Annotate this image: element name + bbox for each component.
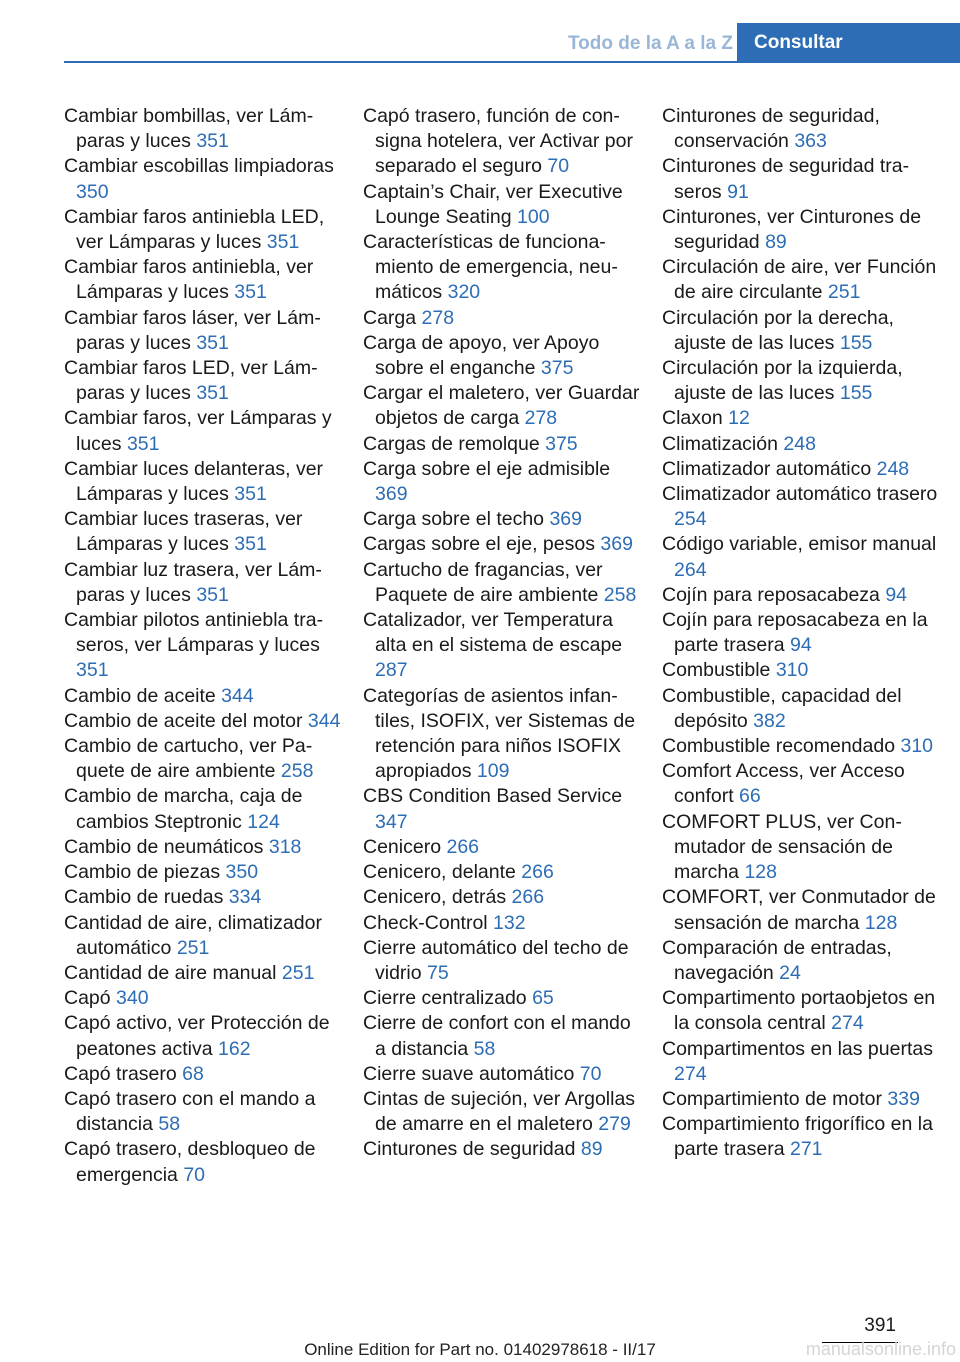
- index-entry-text: Cambio de aceite: [64, 684, 222, 707]
- index-page-link[interactable]: 347: [375, 810, 408, 833]
- index-page-link[interactable]: 109: [476, 760, 510, 783]
- index-entry-text: Combustible, capacidad del depósito: [662, 684, 902, 732]
- index-page-link[interactable]: 124: [247, 810, 280, 833]
- index-entry: [662, 734, 942, 759]
- index-entry: [662, 759, 942, 809]
- index-entry: [64, 558, 344, 608]
- index-entry-text: Cantidad de aire, climatizador automático: [64, 911, 322, 959]
- index-page-link[interactable]: 278: [524, 407, 558, 430]
- index-page-link[interactable]: 274: [831, 1012, 864, 1035]
- index-entry: [363, 558, 643, 608]
- index-entry-text: Cinturones de seguridad: [363, 1138, 581, 1161]
- index-entry: [64, 684, 344, 709]
- index-entry: [363, 784, 643, 834]
- index-column-2: [363, 104, 643, 1163]
- index-entry: [363, 331, 643, 381]
- index-page-link[interactable]: 251: [176, 936, 210, 959]
- index-entry: [64, 961, 344, 986]
- index-page-link[interactable]: 351: [266, 231, 300, 254]
- index-entry-text: Captain’s Chair, ver Executive Lounge Seating: [363, 180, 623, 228]
- index-page-link[interactable]: 350: [76, 180, 109, 203]
- index-page-link[interactable]: 251: [827, 281, 861, 304]
- index-page-link[interactable]: 351: [196, 583, 229, 606]
- index-entry-text: COMFORT PLUS, ver Conmutador de sensación de marcha: [662, 810, 902, 884]
- index-page-link[interactable]: 339: [887, 1087, 920, 1110]
- index-page-link[interactable]: 89: [580, 1138, 603, 1161]
- index-page-link[interactable]: 128: [744, 861, 777, 884]
- index-page-link[interactable]: 12: [728, 407, 750, 430]
- index-page-link[interactable]: 351: [196, 130, 229, 153]
- index-entry-text: Cargar el maletero, ver Guardar objetos de carga: [363, 382, 640, 430]
- index-entry: [363, 986, 643, 1011]
- index-page-link[interactable]: 264: [674, 558, 707, 581]
- index-entry: [363, 1137, 643, 1162]
- index-entry-text: Características de funcionamiento de emergencia, neumáticos: [363, 231, 618, 304]
- index-entry: [662, 608, 942, 658]
- index-entry-text: Comparación de entradas, navegación: [662, 936, 892, 984]
- index-entry: [64, 986, 344, 1011]
- index-entry-text: Cambio de neumáticos: [64, 835, 269, 858]
- index-entry: [662, 936, 942, 986]
- index-page-link[interactable]: 266: [521, 861, 554, 884]
- index-entry-text: Cambiar faros antiniebla LED, ver Lámparas y luces: [64, 205, 325, 254]
- index-entry: [64, 507, 344, 557]
- index-entry: [662, 482, 942, 532]
- index-entry: [363, 507, 643, 532]
- index-page-link[interactable]: 94: [885, 583, 908, 606]
- index-page-link[interactable]: 363: [794, 130, 827, 153]
- index-entry: [64, 457, 344, 507]
- index-entry: [662, 583, 942, 608]
- index-entry: [363, 1011, 643, 1061]
- index-entry: [64, 1011, 344, 1061]
- index-entry: [662, 432, 942, 457]
- index-entry: [662, 684, 942, 734]
- index-entry: [662, 810, 942, 886]
- index-entry-text: Capó trasero, función de consigna hotelera, ver Activar por separado el seguro: [363, 105, 633, 178]
- index-entry-text: Circulación por la derecha, ajuste de las luces: [662, 306, 894, 354]
- index-entry-text: Cenicero: [363, 835, 447, 858]
- index-entry: [363, 432, 643, 457]
- index-page-link[interactable]: 258: [603, 583, 637, 606]
- index-page-link[interactable]: 351: [76, 659, 109, 682]
- index-entry: [662, 658, 942, 683]
- index-entry-text: Circulación de aire, ver Función de aire circulante: [662, 256, 937, 304]
- index-page-link[interactable]: 70: [547, 155, 570, 178]
- index-entry-text: Cambiar pilotos antiniebla traseros, ver Lámparas y luces: [64, 609, 324, 657]
- index-page-link[interactable]: 320: [447, 281, 481, 304]
- index-page-link[interactable]: 254: [674, 508, 707, 531]
- index-entry-text: Cambiar faros, ver Lámparas y luces: [64, 407, 332, 455]
- index-page-link[interactable]: 334: [228, 886, 262, 909]
- index-entry: [64, 709, 344, 734]
- index-page-link[interactable]: 369: [600, 533, 633, 556]
- index-page-link[interactable]: 278: [421, 306, 455, 329]
- index-entry: [64, 1087, 344, 1137]
- index-entry: [64, 860, 344, 885]
- index-entry: [662, 457, 942, 482]
- index-page-link[interactable]: 70: [579, 1062, 602, 1085]
- index-entry-text: Capó trasero: [64, 1062, 183, 1085]
- index-entry-text: Combustible recomendado: [662, 735, 901, 758]
- index-entry-text: Cambiar luces delanteras, ver Lámparas y luces: [64, 457, 324, 506]
- index-page-link[interactable]: 24: [779, 961, 801, 984]
- index-page-link[interactable]: 369: [375, 483, 408, 506]
- index-entry-text: Cambiar faros antiniebla, ver Lámparas y luces: [64, 256, 314, 304]
- index-entry-text: Climatización: [662, 432, 784, 455]
- index-entry-text: COMFORT, ver Conmutador de sensación de marcha: [662, 886, 936, 934]
- index-entry: [363, 684, 643, 785]
- header-divider: [64, 61, 960, 63]
- index-page-link[interactable]: 344: [221, 684, 254, 707]
- index-page-link[interactable]: 375: [540, 357, 574, 380]
- index-entry-text: Cargas de remolque: [363, 432, 546, 455]
- index-page-link[interactable]: 351: [126, 432, 160, 455]
- index-entry: [64, 885, 344, 910]
- index-page-link[interactable]: 70: [183, 1163, 206, 1186]
- index-entry-text: Cierre centralizado: [363, 987, 533, 1010]
- index-entry-text: Comfort Access, ver Acceso confort: [662, 760, 905, 808]
- index-entry-text: Cenicero, detrás: [363, 886, 512, 909]
- index-entry-text: Cambio de ruedas: [64, 886, 229, 909]
- index-page-link[interactable]: 350: [225, 861, 259, 884]
- index-entry-text: Combustible: [662, 659, 776, 682]
- index-entry-text: Capó trasero con el mando a distancia: [64, 1087, 316, 1136]
- index-page-link[interactable]: 279: [598, 1113, 631, 1136]
- index-page-link[interactable]: 65: [532, 987, 554, 1010]
- index-page-link[interactable]: 318: [268, 835, 302, 858]
- index-page-link[interactable]: 155: [839, 331, 873, 354]
- index-entry-text: Compartimentos en las puertas: [662, 1037, 933, 1060]
- index-entry-text: Circulación por la izquierda, ajuste de las luces: [662, 357, 903, 405]
- index-page-link[interactable]: 369: [549, 508, 582, 531]
- index-entry-text: Cambiar luz trasera, ver Lámparas y luces: [64, 558, 322, 606]
- index-entry: [64, 306, 344, 356]
- index-page-link[interactable]: 248: [876, 457, 910, 480]
- index-entry: [64, 255, 344, 305]
- index-entry: [64, 784, 344, 834]
- index-entry: [363, 1087, 643, 1137]
- index-entry-text: Climatizador automático trasero: [662, 483, 938, 506]
- index-page-link[interactable]: 89: [765, 231, 787, 254]
- index-entry-text: Cambiar escobillas limpiadoras: [64, 155, 334, 178]
- index-entry-text: Compartimento portaobjetos en la consola central: [662, 987, 936, 1035]
- index-entry-text: CBS Condition Based Service: [363, 785, 623, 808]
- index-entry-text: Climatizador automático: [662, 457, 877, 480]
- index-entry-text: Código variable, emisor manual: [662, 533, 937, 556]
- index-page-link[interactable]: 344: [307, 709, 341, 732]
- index-entry: [64, 835, 344, 860]
- index-entry: [363, 230, 643, 306]
- index-page-link[interactable]: 58: [158, 1113, 181, 1136]
- index-page-link[interactable]: 251: [281, 961, 315, 984]
- edition-footer: Online Edition for Part no. 01402978618 - II/17: [304, 1340, 656, 1359]
- index-entry-text: Cinturones, ver Cinturones de seguridad: [662, 205, 922, 254]
- index-entry-text: Capó: [64, 987, 117, 1010]
- index-page-link[interactable]: 351: [234, 533, 267, 556]
- index-page-link[interactable]: 351: [196, 382, 229, 405]
- index-entry-text: Categorías de asientos infantiles, ISOFIX, ver Sistemas de retención para niños ISOFIX apropiados: [363, 684, 636, 783]
- index-page-link[interactable]: 66: [739, 785, 761, 808]
- index-entry: [64, 734, 344, 784]
- watermark-text: manualsonline.info: [805, 1339, 956, 1359]
- index-entry: [662, 154, 942, 204]
- index-page-link[interactable]: 266: [511, 886, 545, 909]
- index-entry-text: Cierre suave automático: [363, 1062, 580, 1085]
- index-entry: [64, 406, 344, 456]
- index-entry: [662, 306, 942, 356]
- index-page-link[interactable]: 274: [674, 1062, 707, 1085]
- index-entry: [662, 986, 942, 1036]
- index-entry: [64, 104, 344, 154]
- index-page-link[interactable]: 382: [753, 709, 786, 732]
- index-entry: [64, 205, 344, 255]
- index-entry-text: Capó trasero, desbloqueo de emergencia: [64, 1138, 316, 1186]
- index-entry-text: Cantidad de aire manual: [64, 961, 282, 984]
- index-entry: [662, 1087, 942, 1112]
- index-entry-text: Compartimiento frigorífico en la parte trasera: [662, 1113, 933, 1161]
- index-page-link[interactable]: 91: [727, 180, 749, 203]
- index-entry-text: Carga sobre el eje admisible: [363, 457, 611, 480]
- index-entry: [64, 1062, 344, 1087]
- index-entry-text: Compartimiento de motor: [662, 1087, 888, 1110]
- index-column-1: [64, 104, 344, 1188]
- index-entry: [662, 1037, 942, 1087]
- index-entry-text: Claxon: [662, 407, 729, 430]
- index-page-link[interactable]: 155: [839, 382, 873, 405]
- index-page-link[interactable]: 100: [517, 205, 550, 228]
- index-entry: [64, 356, 344, 406]
- index-page-link[interactable]: 375: [545, 432, 578, 455]
- index-entry-text: Cambiar luces traseras, ver Lámparas y luces: [64, 508, 303, 556]
- index-page-link[interactable]: 58: [473, 1037, 496, 1060]
- index-entry: [363, 532, 643, 557]
- index-entry-text: Cambiar bombillas, ver Lámparas y luces: [64, 105, 314, 153]
- index-entry-text: Cinturones de seguridad traseros: [662, 155, 910, 203]
- index-entry: [64, 911, 344, 961]
- index-page-link[interactable]: 68: [182, 1062, 204, 1085]
- index-entry-text: Carga sobre el techo: [363, 508, 550, 531]
- index-entry: [662, 532, 942, 582]
- index-page-link[interactable]: 351: [196, 331, 229, 354]
- index-entry-text: Cambiar faros láser, ver Lámparas y luces: [64, 306, 321, 354]
- index-entry-text: Carga: [363, 306, 422, 329]
- index-entry: [662, 104, 942, 154]
- index-page-link[interactable]: 340: [116, 987, 149, 1010]
- index-entry-text: Cinturones de seguridad, conservación: [662, 105, 880, 153]
- index-page-link[interactable]: 258: [280, 760, 314, 783]
- index-entry: [363, 835, 643, 860]
- index-entry-text: Cambio de aceite del motor: [64, 709, 308, 732]
- index-entry-text: Catalizador, ver Temperatura alta en el sistema de escape: [363, 609, 623, 657]
- index-page-link[interactable]: 310: [775, 659, 809, 682]
- index-entry: [363, 608, 643, 684]
- index-entry-text: Capó activo, ver Protección de peatones activa: [64, 1012, 330, 1060]
- index-entry-text: Cambio de marcha, caja de cambios Steptronic: [64, 785, 303, 833]
- index-entry: [363, 936, 643, 986]
- index-page-link[interactable]: 132: [493, 911, 526, 934]
- index-entry-text: Cambio de cartucho, ver Paquete de aire ambiente: [64, 735, 313, 783]
- index-entry: [662, 1112, 942, 1162]
- index-entry-text: Cojín para reposacabeza: [662, 583, 886, 606]
- index-page-link[interactable]: 128: [864, 911, 898, 934]
- page-header: [0, 0, 960, 64]
- index-entry-text: Cambio de piezas: [64, 861, 226, 884]
- index-entry: [363, 381, 643, 431]
- index-entry: [662, 406, 942, 431]
- index-entry: [363, 1062, 643, 1087]
- index-page-link[interactable]: 75: [427, 961, 449, 984]
- index-entry: [363, 860, 643, 885]
- index-entry: [363, 306, 643, 331]
- index-page-link[interactable]: 287: [375, 659, 408, 682]
- index-entry: [363, 885, 643, 910]
- index-page-link[interactable]: 94: [789, 634, 812, 657]
- section-tab-a-to-z[interactable]: Todo de la A a la Z: [567, 33, 733, 54]
- index-entry: [662, 255, 942, 305]
- index-page-link[interactable]: 248: [783, 432, 816, 455]
- index-entry: [363, 180, 643, 230]
- index-entry: [64, 608, 344, 684]
- index-entry-text: Cambiar faros LED, ver Lámparas y luces: [64, 357, 318, 405]
- index-entry-text: Cargas sobre el eje, pesos: [363, 533, 601, 556]
- index-page-link[interactable]: 351: [234, 281, 267, 304]
- index-page-link[interactable]: 351: [234, 483, 267, 506]
- index-page-link[interactable]: 162: [218, 1037, 251, 1060]
- index-entry-text: Cojín para reposacabeza en la parte trasera: [662, 609, 928, 657]
- index-entry: [662, 356, 942, 406]
- index-entry: [363, 457, 643, 507]
- index-entry-text: Cierre de confort con el mando a distancia: [363, 1012, 631, 1060]
- index-column-3: [662, 104, 942, 1163]
- index-page-link[interactable]: 310: [900, 735, 934, 758]
- index-page-link[interactable]: 271: [789, 1138, 823, 1161]
- index-entry: [662, 885, 942, 935]
- index-page-link[interactable]: 266: [446, 835, 480, 858]
- index-entry-text: Check-Control: [363, 911, 494, 934]
- index-entry-text: Cintas de sujeción, ver Argollas de amarre en el maletero: [363, 1087, 636, 1136]
- index-entry: [662, 205, 942, 255]
- index-entry-text: Cartucho de fragancias, ver Paquete de aire ambiente: [363, 558, 604, 606]
- index-entry: [363, 104, 643, 180]
- page-number: 391: [864, 1315, 896, 1336]
- section-tab-consultar[interactable]: Consultar: [737, 23, 960, 63]
- index-entry: [363, 911, 643, 936]
- index-entry-text: Cenicero, delante: [363, 861, 522, 884]
- index-entry: [64, 154, 344, 204]
- index-entry: [64, 1137, 344, 1187]
- index-entry-text: Carga de apoyo, ver Apoyo sobre el enganche: [363, 331, 600, 380]
- index-entry-text: Cierre automático del techo de vidrio: [363, 936, 629, 984]
